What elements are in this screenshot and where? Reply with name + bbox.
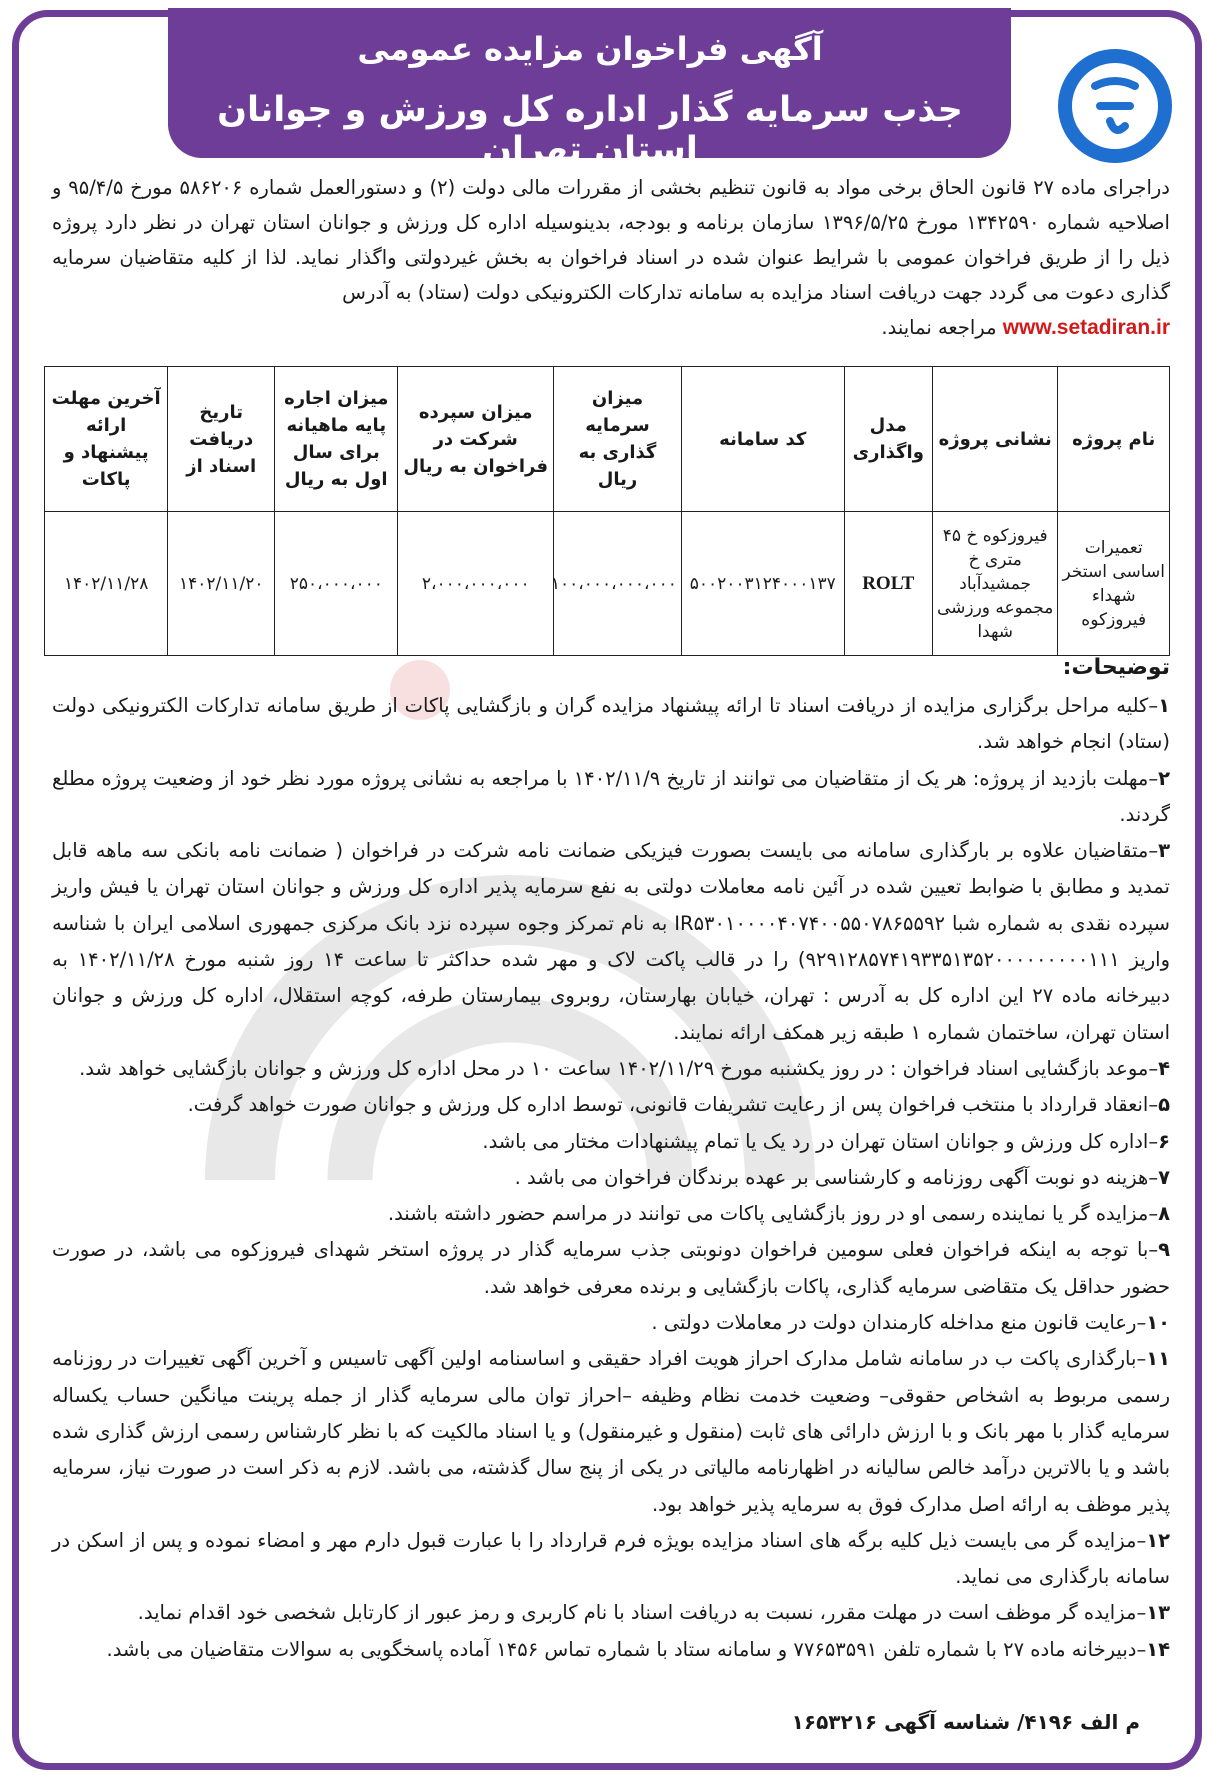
header-project-address: نشانی پروژه [932,367,1058,512]
note-item: ۱–کلیه مراحل برگزاری مزایده از دریافت اسناد تا ارائه پیشنهاد مزایده گران و بازگشایی پاکات از طریق سامانه تدارکات الکترونیکی دولت (ستاد) انجام خواهد شد. [52,694,1170,754]
naviid-tehran-logo [1055,46,1175,166]
cell-project-address: فیروزکوه خ ۴۵ متری خ جمشیدآباد مجموعه ورزشی شهدا [932,512,1058,656]
table-header-row [45,367,1170,512]
setadiran-link[interactable]: www.setadiran.ir [1002,316,1170,339]
note-item: ۱۳–مزایده گر موظف است در مهلت مقرر، نسبت به دریافت اسناد با نام کاربری و رمز عبور از کارتابل شخصی خود اقدام نماید. [137,1601,1170,1625]
header-transfer-model: مدل واگذاری [844,367,932,512]
ad-subtitle: جذب سرمایه گذار اداره کل ورزش و جوانان استان تهران [217,90,963,170]
intro-suffix: مراجعه نمایند. [881,316,997,339]
cell-deposit: ۲،۰۰۰،۰۰۰،۰۰۰ [398,512,554,656]
ad-title: آگهی فراخوان مزایده عمومی [357,30,823,68]
note-item: ۶–اداره کل ورزش و جوانان استان تهران در رد یک یا تمام پیشنهادات مختار می باشد. [482,1129,1170,1153]
note-item: ۱۰–رعایت قانون منع مداخله کارمندان دولت در معاملات دولتی . [651,1311,1170,1335]
cell-investment: ۱۰۰،۰۰۰،۰۰۰،۰۰۰ [554,512,682,656]
notes-list [52,688,1170,1668]
cell-transfer-model: ROLT [844,512,932,656]
header-deposit: میزان سپرده شرکت در فراخوان به ریال [398,367,554,512]
intro-text: دراجرای ماده ۲۷ قانون الحاق برخی مواد به قانون تنظیم بخشی از مقررات مالی دولت (۲) و دستورالعمل شماره ۵۸۶۲۰۶ مورخ ۹۵/۴/۵ و اصلاحیه شماره ۱۳۴۲۵۹۰ مورخ ۱۳۹۶/۵/۲۵ سازمان برنامه و بودجه، بدینوسیله اداره کل ورزش و جوانان استان تهران در نظر دارد پروژه ذیل را از طریق فراخوان عمومی با شرایط عنوان شده در اسناد فراخوان به بخش غیردولتی واگذار نماید. لذا از کلیه متقاضیان سرمایه گذاری دعوت می گردد جهت دریافت اسناد مزایده به سامانه تدارکات الکترونیکی دولت (ستاد) به آدرس [52,176,1170,304]
note-item: ۷–هزینه دو نوبت آگهی روزنامه و کارشناسی بر عهده برندگان فراخوان می باشد . [514,1165,1170,1189]
note-item: ۸–مزایده گر یا نماینده رسمی او در روز بازگشایی پاکات می توانند در مراسم حضور داشته باشند. [387,1202,1170,1226]
header-project-name: نام پروژه [1058,367,1170,512]
header-system-code: کد سامانه [681,367,844,512]
note-item: ۱۴–دبیرخانه ماده ۲۷ با شماره تلفن ۷۷۶۵۳۵۹۱ و سامانه ستاد با شماره تماس ۱۴۵۶ آماده پاسخگویی به سوالات متقاضیان می باشد. [106,1637,1170,1661]
header-monthly-rent: میزان اجاره پایه ماهیانه برای سال اول به ریال [275,367,398,512]
header-investment: میزان سرمایه گذاری به ریال [554,367,682,512]
note-item: ۱۲–مزایده گر می بایست ذیل کلیه برگه های اسناد مزایده بویژه فرم قرارداد را با عبارت قبول دارم مهر و امضاء نموده و پس از اسکن در سامانه بارگذاری می نماید. [52,1528,1170,1589]
cell-docs-date: ۱۴۰۲/۱۱/۲۰ [168,512,275,656]
project-table [44,366,1170,656]
cell-system-code: ۵۰۰۲۰۰۳۱۲۴۰۰۰۱۳۷ [681,512,844,656]
cell-monthly-rent: ۲۵۰،۰۰۰،۰۰۰ [275,512,398,656]
note-item: ۴–موعد بازگشایی اسناد فراخوان : در روز یکشنبه مورخ ۱۴۰۲/۱۱/۲۹ ساعت ۱۰ در محل اداره کل ورزش و جوانان بازگشایی خواهد شد. [79,1056,1170,1080]
note-item: ۲–مهلت بازدید از پروژه: هر یک از متقاضیان می توانند از تاریخ ۱۴۰۲/۱۱/۹ با مراجعه به نشانی پروژه مورد نظر خود از وضعیت پروژه مطلع گردند. [52,766,1170,826]
intro-last-line [52,310,1170,345]
note-item: ۹–با توجه به اینکه فراخوان فعلی سومین فراخوان دونوبتی جذب سرمایه گذار در پروژه استخر شهدای فیروزکوه می باشد، در صورت حضور حداقل یک متقاضی سرمایه گذاری، پاکات بازگشایی و برنده معرفی خواهد شد. [52,1238,1170,1298]
intro-paragraph [52,170,1170,345]
ad-id-footer: م الف ۴۱۹۶/ شناسه آگهی ۱۶۵۳۲۱۶ [791,1710,1140,1734]
note-item: ۵–انعقاد قرارداد با منتخب فراخوان پس از رعایت تشریفات قانونی، توسط اداره کل ورزش و جوانان صورت خواهد گرفت. [187,1093,1170,1117]
header-docs-date: تاریخ دریافت اسناد از [168,367,275,512]
header-deadline: آخرین مهلت ارائه پیشنهاد و پاکات [45,367,168,512]
note-item: ۱۱–بارگذاری پاکت ب در سامانه شامل مدارک احراز هویت افراد حقیقی و اساسنامه اولین آگهی تاسیس و آخرین آگهی تغییرات در روزنامه رسمی مربوط به اشخاص حقوقی– وضعیت خدمت نظام وظیفه –احراز توان مالی سرمایه گذار از جمله پرینت میانگین حساب یکساله سرمایه گذار با مهر بانک و با ارزش دارائی های ثابت (منقول و غیرمنقول) و یا اسناد مالکیت که با نظر کارشناس رسمی ارزش گذاری شده باشد و یا بالاترین درآمد خالص سالیانه در اظهارنامه مالیاتی در یکی از پنج سال گذشته، می باشد. لازم به ذکر است در صورت نیاز، سرمایه پذیر موظف به ارائه اصل مدارک فوق به سرمایه پذیر خواهد بود. [52,1347,1170,1516]
cell-project-name: تعمیرات اساسی استخر شهداء فیروزکوه [1058,512,1170,656]
table-row [45,512,1170,656]
cell-deadline: ۱۴۰۲/۱۱/۲۸ [45,512,168,656]
notes-title: توضیحات: [1062,655,1170,680]
note-item: ۳–متقاضیان علاوه بر بارگذاری سامانه می بایست بصورت فیزیکی ضمانت نامه شرکت در فراخوان ( ضمانت نامه بانکی سه ماهه قابل تمدید و مطابق با ضوابط تعیین شده در آئین نامه معاملات دولتی به نفع سرمایه پذیر اداره کل ورزش و جوانان استان تهران یا فیش واریز سپرده نقدی به شماره شبا IR۵۳۰۱۰۰۰۰۴۰۷۴۰۰۵۵۰۷۸۶۵۵۹۲ به نام تمرکز وجوه سپرده نزد بانک مرکزی جمهوری اسلامی ایران با شناسه واریز ۹۲۹۱۲۸۵۷۴۱۹۳۳۵۱۳۵۲۰۰۰۰۰۰۰۰۰۱۱۱) را در قالب پاکت لاک و مهر شده حداکثر تا ساعت ۱۴ روز شنبه مورخ ۱۴۰۲/۱۱/۲۸ به دبیرخانه ماده ۲۷ این اداره کل به آدرس : تهران، خیابان بهارستان، روبروی بیمارستان طرفه، کوچه استقلال، اداره کل ورزش و جوانان استان تهران، ساختمان شماره ۱ طبقه زیر همکف ارائه نمایند. [52,839,1170,1044]
